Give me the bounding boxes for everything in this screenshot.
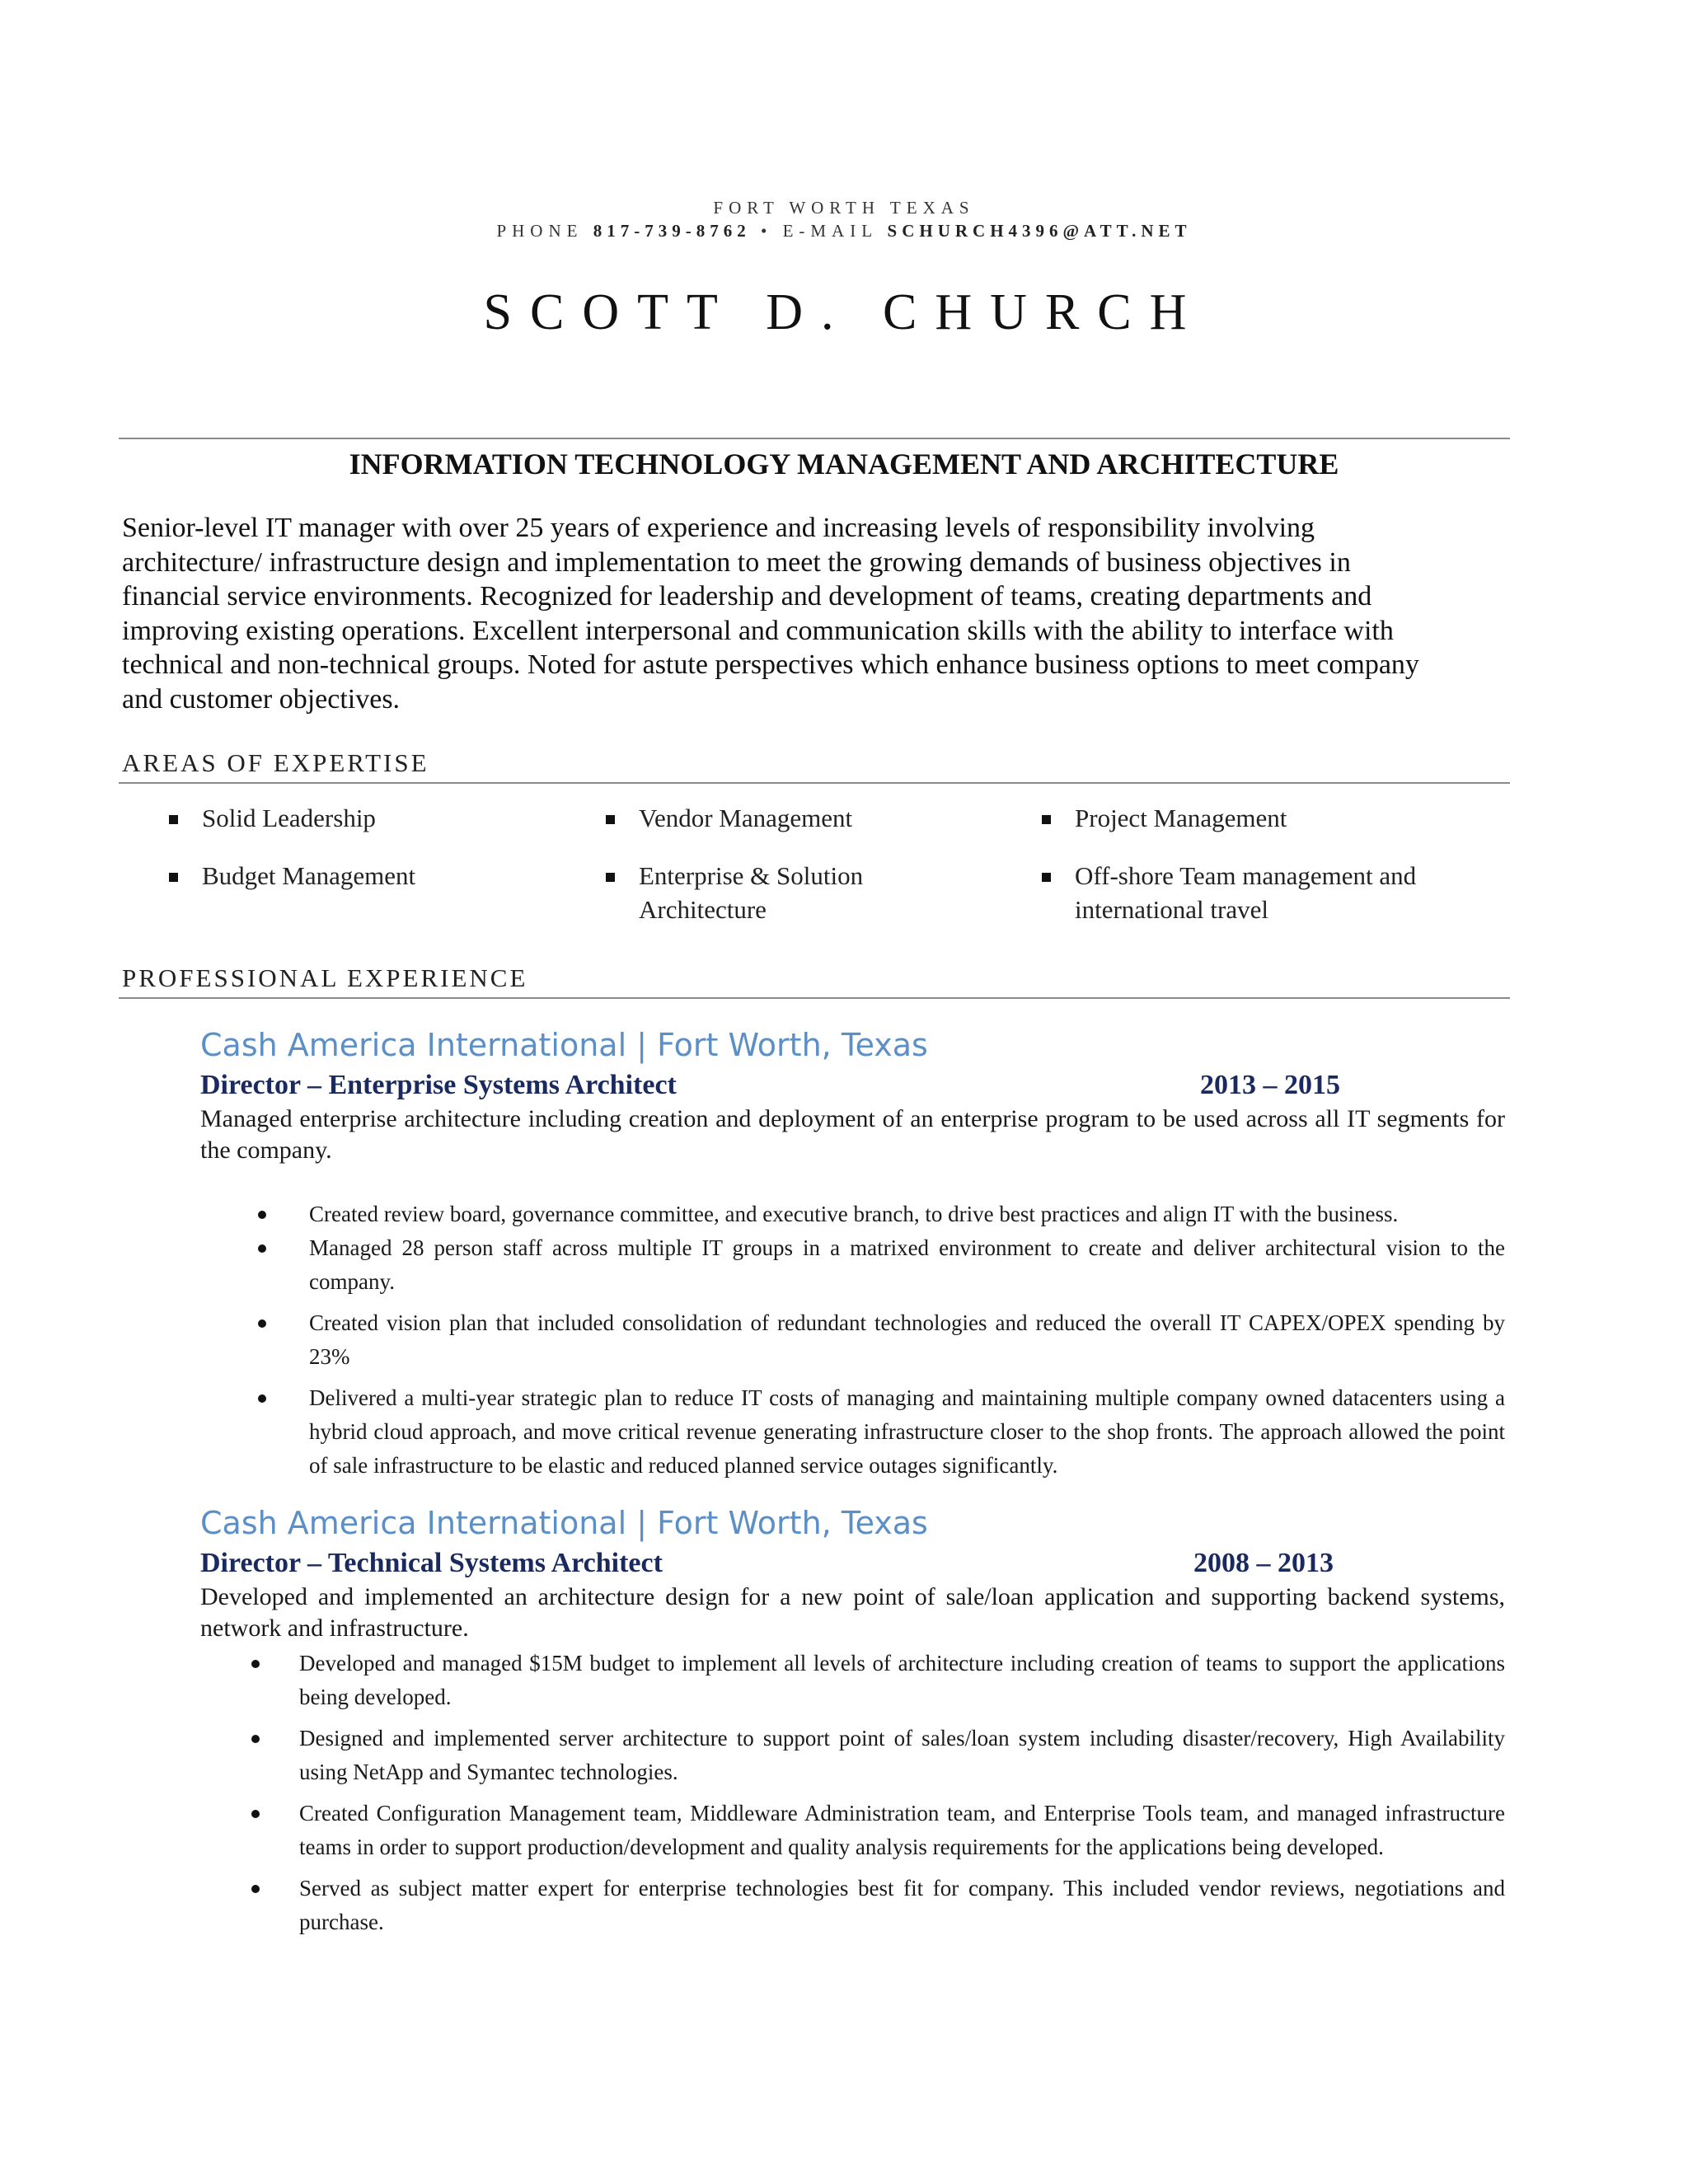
bullet-dot-icon (258, 1211, 266, 1219)
expertise-item: Project Management (1042, 801, 1287, 835)
square-bullet-icon (606, 873, 615, 882)
square-bullet-icon (1042, 873, 1051, 882)
square-bullet-icon (1042, 815, 1051, 824)
summary-line: financial service environments. Recognized for leadership and development of teams, creating departments and (122, 581, 1372, 612)
bullet-dot-icon (258, 1394, 266, 1403)
list-item: Created vision plan that included consolidation of redundant technologies and reduced the overall IT CAPEX/OPEX spending by 23% (309, 1306, 1505, 1374)
section-title-experience: PROFESSIONAL EXPERIENCE (122, 963, 528, 992)
job-title: Director – Technical Systems Architect (200, 1548, 663, 1578)
bullet-dot-icon (258, 1319, 266, 1328)
email-address: SCHURCH4396@ATT.NET (887, 221, 1192, 241)
divider (119, 782, 1510, 784)
list-item: Delivered a multi-year strategic plan to reduce IT costs of managing and maintaining multiple company owned datacenters using a hybrid cloud approach, and move critical revenue generating infrastructure closer to the shop fronts. The approach allowed the point of sale infrastructure to be elastic and reduced planned service outages significantly. (309, 1381, 1505, 1483)
square-bullet-icon (169, 873, 178, 882)
header-contact-line (0, 221, 1688, 241)
header-location: FORT WORTH TEXAS (713, 198, 975, 218)
bullet-dot-icon (251, 1810, 260, 1818)
divider (119, 997, 1510, 999)
candidate-name: SCOTT D. CHURCH (483, 284, 1205, 340)
summary-line: and customer objectives. (122, 683, 401, 715)
divider (119, 438, 1510, 439)
phone-number: 817-739-8762 (593, 221, 751, 241)
expertise-item: Budget Management (169, 859, 415, 893)
job-dates: 2008 – 2013 (1193, 1548, 1334, 1578)
company-name: Cash America International | Fort Worth, Texas (200, 1505, 928, 1541)
list-item: Created Configuration Management team, Middleware Administration team, and Enterprise Tools team, and managed infrastructure teams in order to support production/development and quality analysis requirements for the applications being developed. (299, 1797, 1505, 1864)
bullet-dot-icon (251, 1885, 260, 1893)
company-name: Cash America International | Fort Worth, Texas (200, 1027, 928, 1063)
bullet-dot-icon (251, 1735, 260, 1743)
summary-line: technical and non-technical groups. Noted for astute perspectives which enhance business options to meet company (122, 649, 1419, 680)
bullet-dot-icon (258, 1244, 266, 1253)
list-item: Created review board, governance committee, and executive branch, to drive best practices and align IT with the business. (309, 1197, 1505, 1231)
separator: • (760, 221, 773, 241)
job-title: Director – Enterprise Systems Architect (200, 1070, 677, 1100)
expertise-item: Vendor Management (606, 801, 852, 835)
summary (122, 511, 1515, 716)
expertise-item: Off-shore Team management and international travel (1042, 859, 1416, 926)
headline: INFORMATION TECHNOLOGY MANAGEMENT AND ARCHITECTURE (349, 448, 1339, 480)
square-bullet-icon (169, 815, 178, 824)
phone-label: PHONE (496, 221, 584, 241)
email-label: E-MAIL (782, 221, 878, 241)
bullet-list (299, 1647, 1505, 1939)
summary-line: improving existing operations. Excellent interpersonal and communication skills with the ability to interface with (122, 615, 1394, 646)
job-dates: 2013 – 2015 (1200, 1070, 1340, 1100)
list-item: Managed 28 person staff across multiple IT groups in a matrixed environment to create and deliver architectural vision to the company. (309, 1231, 1505, 1299)
list-item: Developed and managed $15M budget to implement all levels of architecture including creation of teams to support the applications being developed. (299, 1647, 1505, 1714)
bullet-dot-icon (251, 1660, 260, 1668)
job-description: Managed enterprise architecture including creation and deployment of an enterprise program to be used across all IT segments for the company. (200, 1105, 1505, 1164)
section-title-expertise: AREAS OF EXPERTISE (122, 748, 429, 777)
square-bullet-icon (606, 815, 615, 824)
list-item: Designed and implemented server architecture to support point of sales/loan system including disaster/recovery, High Availability using NetApp and Symantec technologies. (299, 1722, 1505, 1789)
summary-line: Senior-level IT manager with over 25 years of experience and increasing levels of responsibility involving (122, 513, 1315, 543)
expertise-item: Solid Leadership (169, 801, 376, 835)
bullet-list (309, 1197, 1505, 1483)
summary-line: architecture/ infrastructure design and implementation to meet the growing demands of business objectives in (122, 546, 1351, 578)
list-item: Served as subject matter expert for enterprise technologies best fit for company. This included vendor reviews, negotiations and purchase. (299, 1872, 1505, 1939)
job-description: Developed and implemented an architecture design for a new point of sale/loan application and supporting backend systems, network and infrastructure. (200, 1583, 1505, 1642)
expertise-item: Enterprise & Solution Architecture (606, 859, 863, 926)
